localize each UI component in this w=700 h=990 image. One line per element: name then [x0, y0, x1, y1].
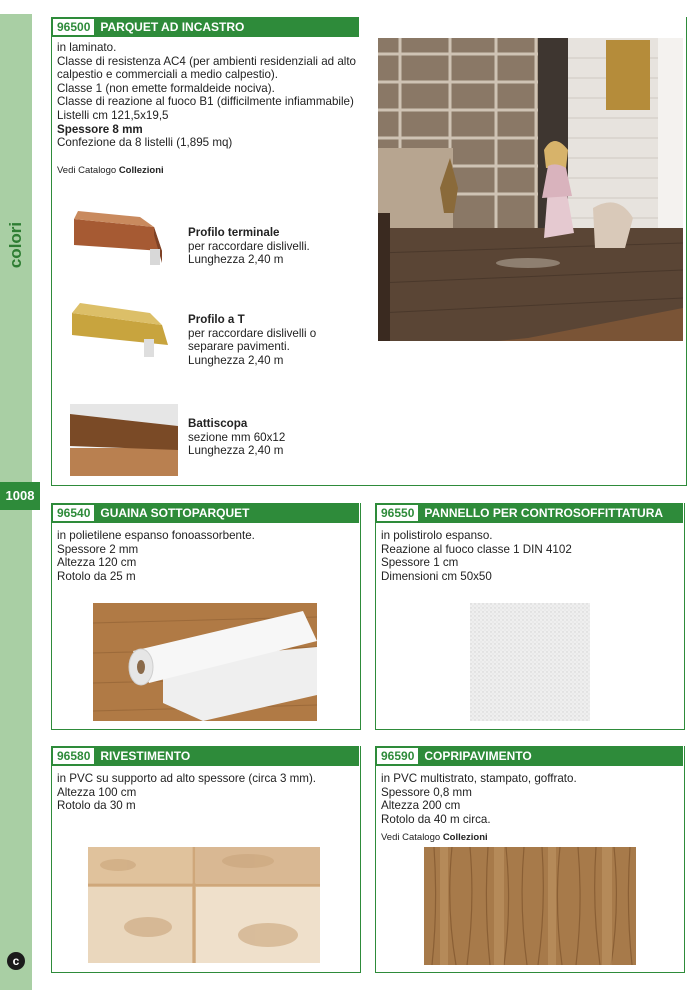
publisher-logo: c — [7, 952, 25, 970]
product-header — [51, 503, 359, 523]
product-description: in laminato. Classe di resistenza AC4 (per ambienti residenziali ad alto calpestio e commerciali a medio calpestio). Classe 1 (non emette formaldeide nociva). Classe di reazione al fuoco B1 (difficilmente infiammabile) Listelli cm 121,5x19,5 Spessore 8 mm Confezione da 8 listelli (1,895 mq) — [57, 41, 357, 150]
product-description: in polietilene espanso fonoassorbente. Spessore 2 mm Altezza 120 cm Rotolo da 25 m — [57, 529, 255, 583]
ceiling-panel-image — [470, 603, 590, 721]
product-title: GUAINA SOTTOPARQUET — [100, 506, 250, 520]
catalog-reference: Vedi Catalogo Collezioni — [57, 165, 164, 176]
battiscopa-image — [70, 404, 178, 476]
accessory-profilo-terminale: Profilo terminale per raccordare dislivelli. Lunghezza 2,40 m — [188, 226, 310, 267]
product-box-guaina — [51, 503, 361, 730]
underlay-roll-image — [93, 603, 317, 721]
product-title: PARQUET AD INCASTRO — [100, 20, 245, 34]
accessory-profilo-a-t: Profilo a T per raccordare dislivelli o separare pavimenti. Lunghezza 2,40 m — [188, 313, 317, 367]
product-code: 96550 — [377, 505, 418, 521]
product-code: 96580 — [53, 748, 94, 764]
product-code: 96540 — [53, 505, 94, 521]
wall-covering-image — [88, 847, 320, 963]
product-code: 96500 — [53, 19, 94, 35]
package: Confezione da 8 listelli (1,895 mq) — [57, 136, 233, 150]
profilo-terminale-image — [70, 205, 182, 275]
product-header — [375, 503, 683, 523]
profilo-a-t-image — [70, 297, 182, 367]
product-header — [51, 17, 359, 37]
product-description: in PVC multistrato, stampato, goffrato. Spessore 0,8 mm Altezza 200 cm Rotolo da 40 m circa. — [381, 772, 577, 826]
product-title: COPRIPAVIMENTO — [424, 749, 532, 763]
product-code: 96590 — [377, 748, 418, 764]
product-description: in PVC su supporto ad alto spessore (circa 3 mm). Altezza 100 cm Rotolo da 30 m — [57, 772, 317, 813]
product-title: PANNELLO PER CONTROSOFFITTATURA — [424, 506, 664, 520]
product-box-parquet — [51, 17, 687, 486]
catalog-reference: Vedi Catalogo Collezioni — [381, 832, 488, 843]
product-description: in polistirolo espanso. Reazione al fuoco classe 1 DIN 4102 Spessore 1 cm Dimensioni cm 50x50 — [381, 529, 572, 583]
product-box-pannello — [375, 503, 685, 730]
product-box-copripavimento — [375, 746, 685, 973]
product-title: RIVESTIMENTO — [100, 749, 191, 763]
floor-covering-image — [424, 847, 636, 965]
product-header — [51, 746, 359, 766]
page-number: 1008 — [0, 482, 40, 510]
accessory-battiscopa: Battiscopa sezione mm 60x12 Lunghezza 2,40 m — [188, 417, 286, 458]
product-header — [375, 746, 683, 766]
thickness: Spessore 8 mm — [57, 122, 143, 136]
product-box-rivestimento — [51, 746, 361, 973]
room-photo — [378, 38, 683, 341]
section-label: colori — [6, 221, 25, 269]
